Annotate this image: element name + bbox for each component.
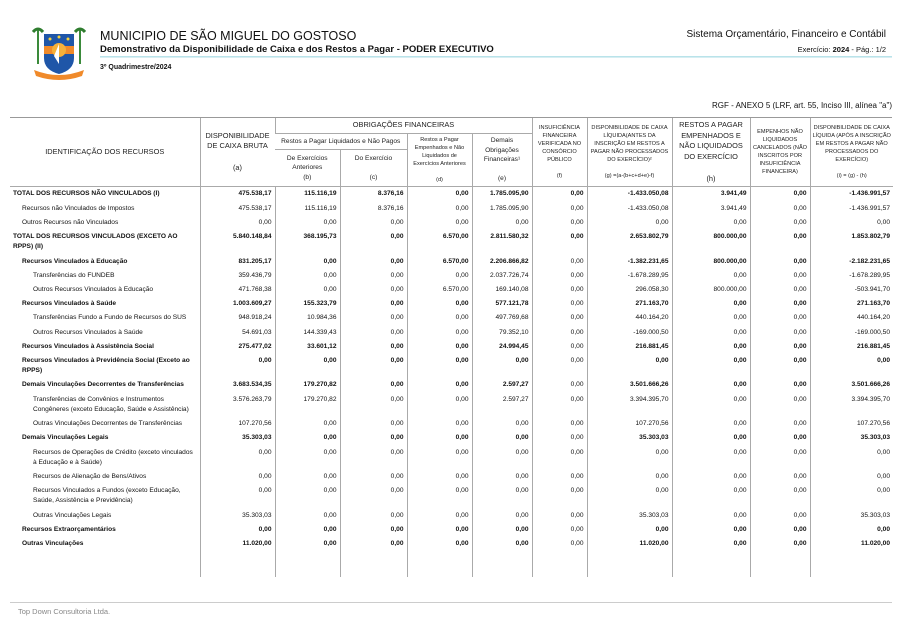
table-row [10,446,893,470]
value-col-h: 0,00 [672,484,750,508]
header-disponibilidade-bruta: DISPONIBILIDADE DE CAIXA BRUTA (a) [200,118,275,187]
header-restos-nao-liquidados: RESTOS A PAGAR EMPENHADOS E NÃO LIQUIDADOS DO EXERCÍCIO (h) [672,118,750,187]
value-col-c: 0,00 [340,509,407,523]
value-col-e: 79.352,10 [472,326,532,340]
value-col-a: 107.270,56 [200,417,275,431]
value-col-c: 0,00 [340,417,407,431]
municipal-coat-of-arms-logo [30,24,88,82]
value-col-g: 3.394.395,70 [587,393,672,417]
value-col-g: -1.678.289,95 [587,269,672,283]
value-col-f: 0,00 [532,470,587,484]
value-col-d: 0,00 [407,470,472,484]
value-col-b: 179.270,82 [275,393,340,417]
value-col-i: 0,00 [750,509,810,523]
value-col-a: 475.538,17 [200,202,275,216]
value-col-f: 0,00 [532,354,587,378]
value-col-g: 11.020,00 [587,537,672,577]
value-col-h: 0,00 [672,378,750,392]
table-row [10,269,893,283]
value-col-j: -169.000,50 [810,326,893,340]
header-insuficiencia: INSUFICIÊNCIA FINANCEIRA VERIFICADA NO CONSÓRCIO PÚBLICO (f) [532,118,587,187]
value-col-g: 2.653.802,79 [587,230,672,254]
value-col-a: 1.003.609,27 [200,297,275,311]
system-name: Sistema Orçamentário, Financeiro e Contábil [686,29,886,40]
header-disponibilidade-liquida-antes: DISPONIBILIDADE DE CAIXA LÍQUIDA(ANTES DA INSCRIÇÃO EM RESTOS A PAGAR NÃO PROCESSADOS DO EXERCÍCIO)² (g) =(a-(b+c+d+e)-f) [587,118,672,187]
value-col-g: 296.058,30 [587,283,672,297]
exercise-label: Exercício: [797,45,831,54]
value-col-b: 0,00 [275,269,340,283]
value-col-a: 35.303,03 [200,431,275,445]
value-col-g: 107.270,56 [587,417,672,431]
value-col-j: 35.303,03 [810,431,893,445]
value-col-i: 0,00 [750,311,810,325]
value-col-e: 2.597,27 [472,378,532,392]
resource-label: Recursos Vinculados à Previdência Social (Exceto ao RPPS) [22,357,190,375]
value-col-j: 35.303,03 [810,509,893,523]
value-col-e: 1.785.095,90 [472,187,532,202]
value-col-a: 11.020,00 [200,537,275,577]
value-col-a: 54.691,03 [200,326,275,340]
value-col-c: 8.376,16 [340,187,407,202]
value-col-b: 0,00 [275,446,340,470]
value-col-f: 0,00 [532,378,587,392]
value-col-a: 948.918,24 [200,311,275,325]
value-col-c: 0,00 [340,378,407,392]
value-col-j: 1.853.802,79 [810,230,893,254]
value-col-j: -1.678.289,95 [810,269,893,283]
value-col-j: 271.163,70 [810,297,893,311]
resource-label: Transferências do FUNDEB [33,271,115,279]
value-col-c: 0,00 [340,431,407,445]
exercise-year: 2024 [832,45,850,54]
value-col-i: 0,00 [750,354,810,378]
table-row [10,509,893,523]
value-col-c: 0,00 [340,283,407,297]
value-col-f: 0,00 [532,446,587,470]
table-row [10,326,893,340]
value-col-d: 0,00 [407,202,472,216]
value-col-d: 0,00 [407,446,472,470]
value-col-j: 107.270,56 [810,417,893,431]
value-col-b: 0,00 [275,470,340,484]
value-col-d: 0,00 [407,378,472,392]
value-col-c: 0,00 [340,340,407,354]
resource-label: Recursos de Operações de Crédito (exceto vinculados à Educação e à Saúde) [33,448,193,466]
value-col-g: 0,00 [587,446,672,470]
value-col-c: 0,00 [340,446,407,470]
value-col-i: 0,00 [750,523,810,537]
value-col-f: 0,00 [532,269,587,283]
value-col-h: 0,00 [672,470,750,484]
value-col-i: 0,00 [750,297,810,311]
value-col-h: 0,00 [672,269,750,283]
value-col-b: 115.116,19 [275,187,340,202]
value-col-a: 35.303,03 [200,509,275,523]
value-col-g: -1.433.050,08 [587,202,672,216]
value-col-b: 0,00 [275,216,340,230]
value-col-g: 0,00 [587,216,672,230]
value-col-b: 0,00 [275,431,340,445]
cash-availability-table [10,118,893,577]
value-col-f: 0,00 [532,297,587,311]
resource-label: Recursos Vinculados à Saúde [22,300,117,308]
value-col-d: 6.570,00 [407,255,472,269]
value-col-e: 1.785.095,90 [472,202,532,216]
value-col-a: 0,00 [200,484,275,508]
municipality-name: MUNICIPIO DE SÃO MIGUEL DO GOSTOSO [100,29,357,43]
value-col-h: 3.941,49 [672,187,750,202]
header-disponibilidade-liquida-apos: DISPONIBILIDADE DE CAIXA LÍQUIDA (APÓS A INSCRIÇÃO EM RESTOS A PAGAR NÃO PROCESSADOS DO EXERCÍCIO) (i) = (g) - (h) [810,118,893,187]
value-col-e: 2.811.580,32 [472,230,532,254]
value-col-h: 0,00 [672,431,750,445]
value-col-b: 0,00 [275,509,340,523]
value-col-c: 8.376,16 [340,202,407,216]
resource-label: Demais Vinculações Decorrentes de Transferências [22,381,184,389]
value-col-i: 0,00 [750,484,810,508]
value-col-b: 368.195,73 [275,230,340,254]
value-col-j: 0,00 [810,470,893,484]
table-row [10,523,893,537]
value-col-j: -1.436.991,57 [810,187,893,202]
value-col-c: 0,00 [340,230,407,254]
value-col-f: 0,00 [532,509,587,523]
value-col-b: 0,00 [275,255,340,269]
value-col-c: 0,00 [340,326,407,340]
resource-label: Outros Recursos Vinculados à Educação [33,285,154,293]
value-col-j: 3.394.395,70 [810,393,893,417]
value-col-a: 475.538,17 [200,187,275,202]
value-col-h: 0,00 [672,354,750,378]
value-col-g: 271.163,70 [587,297,672,311]
value-col-d: 0,00 [407,354,472,378]
resource-label: Recursos de Alienação de Bens/Ativos [33,473,147,480]
value-col-g: -1.433.050,08 [587,187,672,202]
value-col-a: 0,00 [200,446,275,470]
value-col-e: 0,00 [472,484,532,508]
value-col-i: 0,00 [750,378,810,392]
value-col-e: 0,00 [472,446,532,470]
table-row [10,431,893,445]
footer-company: Top Down Consultoria Ltda. [18,607,111,616]
resource-label: Demais Vinculações Legais [22,434,109,442]
value-col-e: 169.140,08 [472,283,532,297]
value-col-g: 0,00 [587,354,672,378]
table-row [10,417,893,431]
table-row [10,340,893,354]
value-col-h: 0,00 [672,311,750,325]
value-col-e: 0,00 [472,509,532,523]
value-col-i: 0,00 [750,187,810,202]
value-col-h: 0,00 [672,297,750,311]
value-col-a: 3.576.263,79 [200,393,275,417]
value-col-c: 0,00 [340,537,407,577]
value-col-f: 0,00 [532,187,587,202]
value-col-e: 0,00 [472,537,532,577]
value-col-f: 0,00 [532,393,587,417]
value-col-j: 0,00 [810,446,893,470]
value-col-c: 0,00 [340,484,407,508]
table-row [10,255,893,269]
value-col-b: 0,00 [275,283,340,297]
value-col-a: 0,00 [200,523,275,537]
table-row [10,393,893,417]
value-col-b: 0,00 [275,354,340,378]
value-col-d: 0,00 [407,311,472,325]
value-col-h: 800.000,00 [672,230,750,254]
value-col-g: 216.881,45 [587,340,672,354]
resource-label: Recursos não Vinculados de Impostos [22,204,135,212]
value-col-b: 0,00 [275,537,340,577]
value-col-a: 0,00 [200,470,275,484]
value-col-c: 0,00 [340,311,407,325]
value-col-h: 800.000,00 [672,283,750,297]
table-row [10,378,893,392]
value-col-j: 0,00 [810,484,893,508]
value-col-d: 0,00 [407,537,472,577]
value-col-f: 0,00 [532,255,587,269]
value-col-b: 33.601,12 [275,340,340,354]
resource-label: Outras Vinculações Decorrentes de Transferências [33,420,183,428]
value-col-d: 0,00 [407,431,472,445]
value-col-g: 0,00 [587,523,672,537]
value-col-g: 35.303,03 [587,431,672,445]
value-col-f: 0,00 [532,311,587,325]
value-col-a: 831.205,17 [200,255,275,269]
period-label: 3º Quadrimestre/2024 [100,64,172,71]
table-row [10,216,893,230]
value-col-b: 155.323,79 [275,297,340,311]
value-col-a: 471.768,38 [200,283,275,297]
value-col-h: 0,00 [672,393,750,417]
value-col-i: 0,00 [750,446,810,470]
value-col-d: 6.570,00 [407,283,472,297]
value-col-h: 0,00 [672,523,750,537]
value-col-d: 0,00 [407,216,472,230]
value-col-h: 0,00 [672,216,750,230]
value-col-j: -503.941,70 [810,283,893,297]
value-col-d: 0,00 [407,326,472,340]
value-col-c: 0,00 [340,255,407,269]
table-row [10,187,893,202]
value-col-c: 0,00 [340,269,407,283]
value-col-a: 359.436,79 [200,269,275,283]
header-obrigacoes-financeiras: OBRIGAÇÕES FINANCEIRAS [275,118,532,133]
table-row [10,311,893,325]
header-divider [100,56,892,58]
value-col-d: 0,00 [407,484,472,508]
value-col-d: 0,00 [407,417,472,431]
value-col-g: 35.303,03 [587,509,672,523]
value-col-i: 0,00 [750,431,810,445]
value-col-d: 6.570,00 [407,230,472,254]
value-col-f: 0,00 [532,523,587,537]
value-col-h: 800.000,00 [672,255,750,269]
value-col-i: 0,00 [750,417,810,431]
page-number: - Pág.: 1/2 [851,45,886,54]
value-col-i: 0,00 [750,255,810,269]
value-col-c: 0,00 [340,216,407,230]
value-col-b: 0,00 [275,417,340,431]
value-col-i: 0,00 [750,537,810,577]
value-col-c: 0,00 [340,523,407,537]
value-col-g: 3.501.666,26 [587,378,672,392]
resource-label: Outros Recursos Vinculados à Saúde [33,328,143,336]
value-col-e: 2.597,27 [472,393,532,417]
value-col-f: 0,00 [532,537,587,577]
resource-label: Outras Vinculações Legais [33,511,112,519]
value-col-d: 0,00 [407,509,472,523]
value-col-h: 0,00 [672,509,750,523]
table-row [10,470,893,484]
value-col-b: 0,00 [275,523,340,537]
value-col-c: 0,00 [340,354,407,378]
resource-label: TOTAL DOS RECURSOS NÃO VINCULADOS (I) [13,190,160,198]
value-col-h: 0,00 [672,537,750,577]
value-col-a: 0,00 [200,354,275,378]
value-col-f: 0,00 [532,417,587,431]
value-col-g: 0,00 [587,470,672,484]
header-empenhos-cancelados: EMPENHOS NÃO LIQUIDADOS CANCELADOS (NÃO INSCRITOS POR INSUFICIÊNCIA FINANCEIRA) [750,118,810,187]
value-col-e: 2.037.726,74 [472,269,532,283]
value-col-f: 0,00 [532,431,587,445]
value-col-f: 0,00 [532,326,587,340]
header-restos-empenhos-anteriores: Restos a Pagar Empenhados e Não Liquidados de Exercícios Anteriores (d) [407,133,472,187]
value-col-b: 115.116,19 [275,202,340,216]
table-row [10,230,893,254]
value-col-d: 0,00 [407,393,472,417]
value-col-e: 0,00 [472,216,532,230]
value-col-f: 0,00 [532,216,587,230]
value-col-e: 0,00 [472,523,532,537]
value-col-i: 0,00 [750,202,810,216]
header-exercicios-anteriores: De Exercícios Anteriores (b) [275,149,340,186]
value-col-d: 0,00 [407,340,472,354]
value-col-f: 0,00 [532,340,587,354]
resource-label: Recursos Extraorçamentários [22,525,116,533]
value-col-f: 0,00 [532,230,587,254]
value-col-b: 0,00 [275,484,340,508]
value-col-i: 0,00 [750,470,810,484]
value-col-h: 0,00 [672,326,750,340]
footer-divider [10,602,892,603]
value-col-f: 0,00 [532,202,587,216]
table-row [10,484,893,508]
value-col-i: 0,00 [750,230,810,254]
table-row [10,297,893,311]
value-col-j: 0,00 [810,354,893,378]
value-col-a: 275.477,02 [200,340,275,354]
value-col-j: 440.164,20 [810,311,893,325]
value-col-f: 0,00 [532,283,587,297]
report-title: Demonstrativo da Disponibilidade de Caixa e dos Restos a Pagar - PODER EXECUTIVO [100,44,494,55]
value-col-d: 0,00 [407,187,472,202]
annex-reference: RGF - ANEXO 5 (LRF, art. 55, Inciso III, alínea "a") [712,101,892,110]
value-col-j: 216.881,45 [810,340,893,354]
table-row [10,202,893,216]
table-row [10,537,893,577]
value-col-c: 0,00 [340,393,407,417]
value-col-h: 0,00 [672,417,750,431]
resource-label: TOTAL DOS RECURSOS VINCULADOS (EXCETO AO RPPS) (II) [13,233,178,251]
value-col-b: 10.984,36 [275,311,340,325]
table-row [10,283,893,297]
value-col-e: 577.121,78 [472,297,532,311]
value-col-e: 24.994,45 [472,340,532,354]
value-col-e: 0,00 [472,470,532,484]
value-col-a: 3.683.534,35 [200,378,275,392]
value-col-c: 0,00 [340,470,407,484]
value-col-g: -169.000,50 [587,326,672,340]
resource-label: Outros Recursos não Vinculados [22,218,119,226]
value-col-h: 3.941,49 [672,202,750,216]
value-col-i: 0,00 [750,216,810,230]
value-col-i: 0,00 [750,393,810,417]
value-col-b: 179.270,82 [275,378,340,392]
resource-label: Recursos Vinculados a Fundos (exceto Educação, Saúde, Assistência e Previdência) [33,487,181,505]
value-col-g: -1.382.231,65 [587,255,672,269]
value-col-j: 0,00 [810,216,893,230]
value-col-c: 0,00 [340,297,407,311]
resource-label: Transferências Fundo a Fundo de Recursos do SUS [33,314,187,322]
value-col-j: -1.436.991,57 [810,202,893,216]
value-col-i: 0,00 [750,283,810,297]
value-col-e: 0,00 [472,431,532,445]
value-col-j: 3.501.666,26 [810,378,893,392]
value-col-j: -2.182.231,65 [810,255,893,269]
value-col-f: 0,00 [532,484,587,508]
value-col-i: 0,00 [750,326,810,340]
value-col-a: 0,00 [200,216,275,230]
resource-label: Recursos Vinculados à Educação [22,257,128,265]
table-row [10,354,893,378]
value-col-d: 0,00 [407,297,472,311]
value-col-d: 0,00 [407,523,472,537]
value-col-b: 144.339,43 [275,326,340,340]
exercise-info [798,45,886,54]
value-col-j: 11.020,00 [810,537,893,577]
resource-label: Recursos Vinculados à Assistência Social [22,342,154,350]
value-col-e: 0,00 [472,417,532,431]
value-col-h: 0,00 [672,340,750,354]
header-do-exercicio: Do Exercício (c) [340,149,407,186]
value-col-e: 0,00 [472,354,532,378]
value-col-e: 497.769,68 [472,311,532,325]
value-col-i: 0,00 [750,269,810,283]
value-col-i: 0,00 [750,340,810,354]
header-demais-obrigacoes: Demais Obrigações Financeiras¹ (e) [472,133,532,187]
value-col-g: 440.164,20 [587,311,672,325]
header-restos-liquidados: Restos a Pagar Liquidados e Não Pagos [275,133,407,149]
value-col-a: 5.840.148,84 [200,230,275,254]
value-col-d: 0,00 [407,269,472,283]
value-col-e: 2.206.866,82 [472,255,532,269]
value-col-j: 0,00 [810,523,893,537]
resource-label: Outras Vinculações [22,540,84,548]
resource-label: Transferências de Convênios e Instrumentos Congêneres (exceto Educação, Saúde e Assistência) [33,395,189,413]
header-identificacao: IDENTIFICAÇÃO DOS RECURSOS [10,118,200,187]
value-col-g: 0,00 [587,484,672,508]
value-col-h: 0,00 [672,446,750,470]
